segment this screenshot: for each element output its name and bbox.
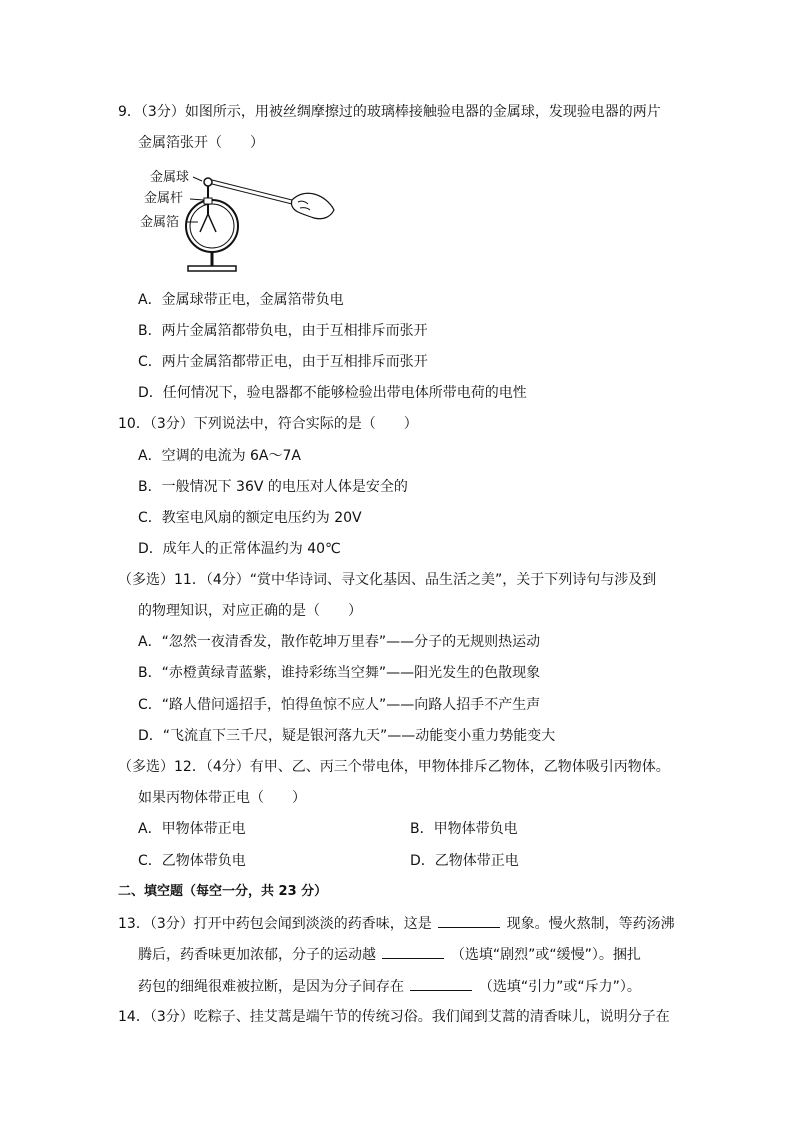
- fig-label-metal-foil: 金属箔: [140, 215, 180, 230]
- fig-label-metal-ball: 金属球: [150, 170, 190, 185]
- q9-option-b: B．两片金属箔都带负电，由于互相排斥而张开: [138, 323, 428, 339]
- q9-option-d: D．任何情况下，验电器都不能够检验出带电体所带电荷的电性: [138, 385, 527, 401]
- q11-option-c: C．“路人借问遥招手，怕得鱼惊不应人”——向路人招手不产生声: [138, 697, 541, 713]
- q10-option-c: C．教室电风扇的额定电压约为 20V: [138, 510, 362, 526]
- q12-option-b: B．甲物体带负电: [410, 821, 518, 837]
- q13-text-2a: 腾后，药香味更加浓郁，分子的运动越: [138, 947, 376, 963]
- q10-stem: 10．（3分）下列说法中，符合实际的是（ ）: [118, 416, 418, 432]
- q13-line2: [138, 944, 641, 965]
- q13-blank-2[interactable]: [382, 944, 444, 959]
- metal-ball: [204, 178, 212, 186]
- q11-option-d: D．“飞流直下三千尺，疑是银河落九天”——动能变小重力势能变大: [138, 728, 556, 744]
- hand-icon: [291, 193, 334, 218]
- q14-stem-line1: 14．（3分）吃粽子、挂艾蒿是端午节的传统习俗。我们闻到艾蒿的清香味儿，说明分子在: [118, 1009, 670, 1025]
- q12-option-d: D．乙物体带正电: [410, 853, 519, 869]
- q11-option-b: B．“赤橙黄绿青蓝紫，谁持彩练当空舞”——阳光发生的色散现象: [138, 665, 541, 681]
- q11-stem-line2: 的物理知识，对应正确的是（ ）: [138, 603, 362, 619]
- q13-text-2b: （选填“剧烈”或“缓慢”）。捆扎: [450, 947, 641, 963]
- q10-option-b: B．一般情况下 36V 的电压对人体是安全的: [138, 479, 408, 495]
- q12-stem-line2: 如果丙物体带正电（ ）: [138, 790, 306, 806]
- electroscope-jar: [186, 200, 238, 252]
- q13-text-3a: 药包的细绳很难被拉断，是因为分子间存在: [138, 979, 404, 995]
- q13-text-3b: （选填“引力”或“斥力”）。: [478, 979, 641, 995]
- q9-option-c: C．两片金属箔都带正电，由于互相排斥而张开: [138, 354, 428, 370]
- q10-option-a: A．空调的电流为 6A～7A: [138, 448, 301, 464]
- q9-stem-line1: 9．（3分）如图所示，用被丝绸摩擦过的玻璃棒接触验电器的金属球，发现验电器的两片: [118, 104, 661, 120]
- section-heading-fill-in: 二、填空题（每空一分，共 23 分）: [118, 884, 328, 899]
- q11-stem-line1: （多选）11．（4分）“赏中华诗词、寻文化基因、品生活之美”，关于下列诗句与涉及到: [118, 572, 657, 588]
- q12-option-a: A．甲物体带正电: [138, 821, 246, 837]
- q13-line1: [118, 913, 675, 934]
- q12-option-c: C．乙物体带负电: [138, 853, 246, 869]
- q13-line3: [138, 976, 641, 997]
- q12-stem-line1: （多选）12．（4分）有甲、乙、丙三个带电体，甲物体排斥乙物体，乙物体吸引丙物体。: [118, 759, 670, 775]
- q10-option-d: D．成年人的正常体温约为 40℃: [138, 541, 341, 557]
- metal-foil-right: [208, 214, 216, 232]
- q13-text-1b: 现象。慢火熬制，等药汤沸: [506, 916, 675, 932]
- q13-blank-3[interactable]: [410, 976, 472, 991]
- electroscope-figure: [138, 162, 338, 274]
- q9-stem-line2: 金属箔张开（ ）: [138, 135, 264, 151]
- q9-option-a: A．金属球带正电，金属箔带负电: [138, 292, 344, 308]
- q13-text-1a: 13．（3分）打开中药包会闻到淡淡的药香味，这是: [118, 916, 432, 932]
- stand-base: [188, 266, 236, 271]
- metal-foil-left: [200, 214, 208, 232]
- fig-label-metal-rod: 金属杆: [144, 191, 184, 206]
- q13-blank-1[interactable]: [438, 913, 500, 928]
- q11-option-a: A．“忽然一夜清香发，散作乾坤万里春”——分子的无规则热运动: [138, 634, 541, 650]
